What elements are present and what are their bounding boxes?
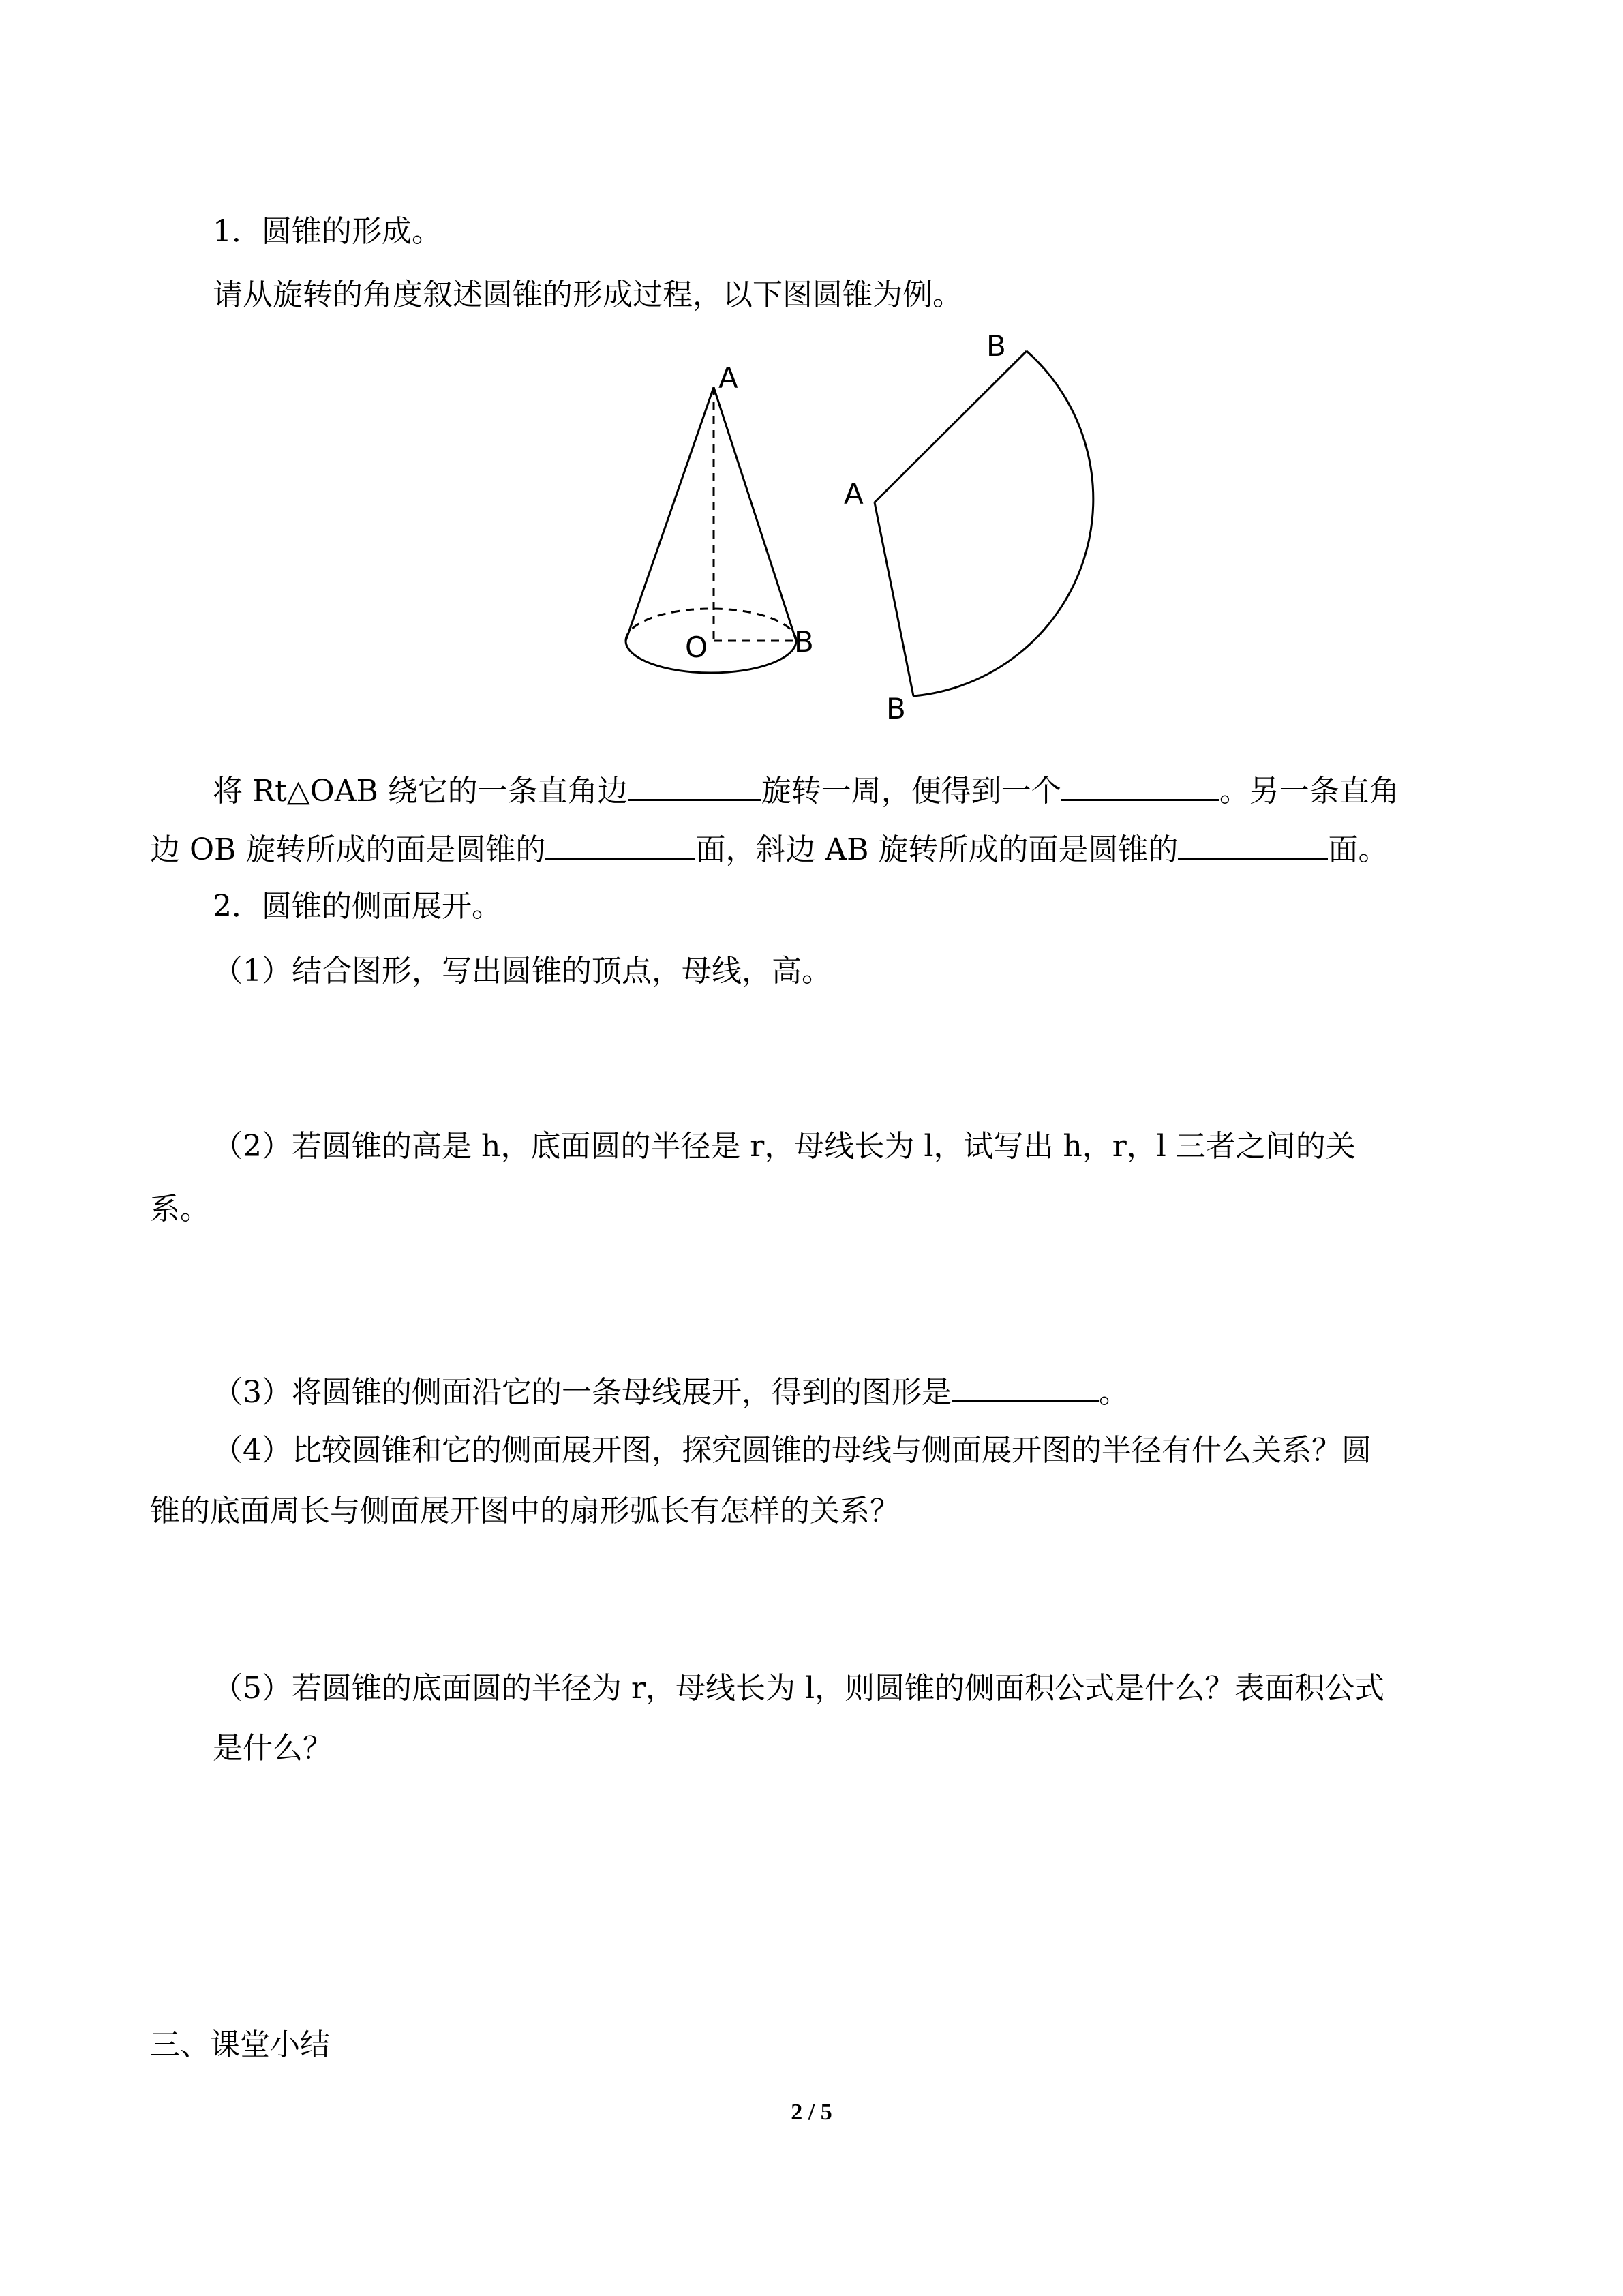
fill1-line2	[150, 828, 1388, 871]
sector-label-bottom: B	[886, 692, 906, 725]
cone-label-base-point: B	[794, 625, 814, 659]
sector-label-vertex: A	[844, 477, 864, 511]
fill1-text-f: 面。	[1328, 832, 1389, 867]
cone-label-center: O	[685, 631, 708, 664]
page-number: 2 / 5	[791, 2100, 832, 2125]
sector-top-radius	[875, 351, 1027, 502]
question-3-end: 。	[1099, 1375, 1129, 1410]
section1-prompt: 请从旋转的角度叙述圆锥的形成过程，以下图圆锥为例。	[213, 277, 962, 312]
sector-label-top: B	[986, 329, 1006, 363]
cone-base-front	[626, 641, 796, 673]
cone-drawing	[626, 387, 796, 673]
sector-bottom-radius	[875, 502, 913, 696]
cone-label-apex: A	[718, 361, 738, 395]
question-5-line1: （5）若圆锥的底面圆的半径为 r，母线长为 l，则圆锥的侧面积公式是什么？表面积公式	[213, 1671, 1385, 1706]
answer-blank-axis[interactable]	[628, 769, 761, 801]
cone-base-back	[626, 609, 796, 641]
cone-right-side	[714, 387, 796, 641]
answer-blank-development[interactable]	[952, 1370, 1099, 1402]
fill1-text-b: 旋转一周，便得到一个	[761, 774, 1061, 809]
answer-blank-base[interactable]	[545, 828, 695, 860]
fill1-text-d: 边 OB 旋转所成的面是圆锥的	[150, 832, 546, 867]
question-2-line1: （2）若圆锥的高是 h，底面圆的半径是 r，母线长为 l，试写出 h，r，l 三者之间的关	[213, 1129, 1356, 1164]
section1-heading: 1．圆锥的形成。	[213, 214, 442, 249]
question-4-line1: （4）比较圆锥和它的侧面展开图，探究圆锥的母线与侧面展开图的半径有什么关系？圆	[213, 1433, 1371, 1468]
question-4-line2: 锥的底面周长与侧面展开图中的扇形弧长有怎样的关系？	[150, 1494, 900, 1528]
question-3-text: （3）将圆锥的侧面沿它的一条母线展开，得到的图形是	[213, 1375, 952, 1410]
fill1-text-c: 。另一条直角	[1219, 774, 1399, 809]
sector-arc	[913, 351, 1093, 696]
cone-left-side	[626, 387, 714, 641]
section3-heading: 三、课堂小结	[150, 2027, 330, 2062]
fill1-text-e: 面，斜边 AB 旋转所成的面是圆锥的	[695, 832, 1179, 867]
section2-heading: 2．圆锥的侧面展开。	[213, 889, 502, 924]
sector-drawing	[875, 351, 1093, 696]
answer-blank-solid[interactable]	[1061, 769, 1219, 801]
question-3	[213, 1370, 1129, 1413]
fill1-text-a: 将 Rt△OAB 绕它的一条直角边	[213, 774, 628, 809]
fill1-line1	[213, 769, 1399, 812]
answer-blank-lateral[interactable]	[1178, 828, 1328, 860]
question-2-line2: 系。	[150, 1192, 210, 1226]
question-1: （1）结合图形，写出圆锥的顶点，母线，高。	[213, 954, 832, 988]
question-5-line2: 是什么？	[213, 1731, 333, 1766]
